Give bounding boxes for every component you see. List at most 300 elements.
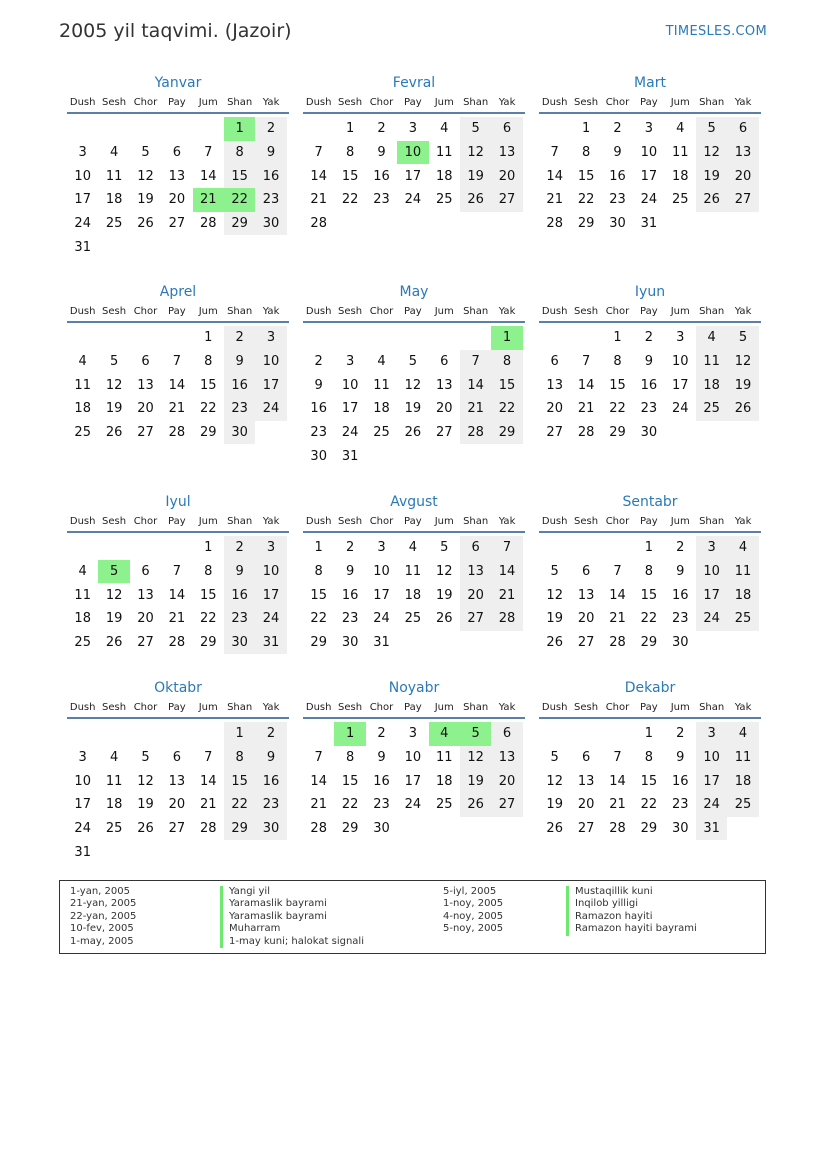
- day-cell[interactable]: 10: [74, 773, 91, 789]
- day-cell[interactable]: 22: [310, 611, 327, 627]
- day-cell[interactable]: 24: [255, 397, 286, 421]
- day-cell[interactable]: 8: [644, 564, 653, 580]
- day-cell[interactable]: 8: [491, 350, 522, 374]
- day-cell[interactable]: 3: [78, 750, 87, 766]
- day-cell[interactable]: 27: [491, 188, 522, 212]
- day-cell[interactable]: 29: [310, 635, 327, 651]
- day-cell[interactable]: 31: [640, 216, 658, 232]
- day-cell[interactable]: 25: [727, 607, 758, 631]
- day-cell[interactable]: 20: [577, 797, 595, 813]
- day-cell[interactable]: 24: [74, 216, 91, 232]
- day-cell[interactable]: 11: [105, 773, 123, 789]
- day-cell[interactable]: 6: [440, 354, 449, 370]
- day-cell[interactable]: 17: [640, 168, 658, 184]
- day-cell[interactable]: 26: [460, 793, 491, 817]
- day-cell[interactable]: 2: [314, 354, 323, 370]
- day-cell[interactable]: 6: [172, 145, 181, 161]
- day-cell[interactable]: 1: [204, 330, 213, 346]
- day-cell[interactable]: 26: [105, 425, 123, 441]
- day-cell[interactable]: 15: [224, 164, 255, 188]
- day-cell[interactable]: 14: [168, 587, 186, 603]
- day-cell[interactable]: 19: [137, 797, 154, 813]
- day-cell[interactable]: 21: [609, 611, 626, 627]
- day-cell[interactable]: 7: [460, 350, 491, 374]
- day-cell[interactable]: 18: [373, 401, 390, 417]
- day-cell[interactable]: 24: [74, 821, 91, 837]
- day-cell[interactable]: 18: [74, 611, 91, 627]
- day-cell[interactable]: 31: [373, 635, 390, 651]
- day-cell[interactable]: 10: [341, 377, 359, 393]
- day-cell[interactable]: 24: [640, 192, 658, 208]
- day-cell[interactable]: 13: [577, 773, 595, 789]
- day-cell[interactable]: 8: [644, 750, 653, 766]
- day-cell[interactable]: 12: [137, 168, 154, 184]
- day-cell[interactable]: 2: [255, 722, 286, 746]
- day-cell[interactable]: 10: [640, 145, 658, 161]
- day-cell[interactable]: 21: [460, 397, 491, 421]
- day-cell[interactable]: 13: [491, 141, 522, 165]
- day-cell[interactable]: 27: [435, 425, 453, 441]
- day-cell[interactable]: 3: [676, 330, 685, 346]
- day-cell[interactable]: 18: [105, 192, 123, 208]
- day-cell[interactable]: 4: [676, 121, 685, 137]
- holiday-day[interactable]: 4: [429, 722, 460, 746]
- day-cell[interactable]: 12: [696, 141, 727, 165]
- holiday-day[interactable]: 10: [397, 141, 428, 165]
- day-cell[interactable]: 23: [373, 797, 390, 813]
- day-cell[interactable]: 11: [105, 168, 123, 184]
- day-cell[interactable]: 19: [460, 164, 491, 188]
- day-cell[interactable]: 15: [310, 587, 327, 603]
- day-cell[interactable]: 22: [341, 797, 359, 813]
- day-cell[interactable]: 10: [255, 560, 286, 584]
- day-cell[interactable]: 30: [671, 635, 689, 651]
- day-cell[interactable]: 19: [696, 164, 727, 188]
- day-cell[interactable]: 14: [460, 373, 491, 397]
- day-cell[interactable]: 25: [435, 192, 453, 208]
- day-cell[interactable]: 12: [460, 746, 491, 770]
- day-cell[interactable]: 1: [644, 726, 653, 742]
- day-cell[interactable]: 1: [581, 121, 591, 137]
- day-cell[interactable]: 2: [224, 536, 255, 560]
- day-cell[interactable]: 6: [727, 117, 758, 141]
- day-cell[interactable]: 14: [310, 773, 327, 789]
- day-cell[interactable]: 22: [199, 401, 217, 417]
- day-cell[interactable]: 1: [345, 121, 355, 137]
- day-cell[interactable]: 2: [676, 540, 685, 556]
- day-cell[interactable]: 24: [696, 607, 727, 631]
- day-cell[interactable]: 23: [224, 397, 255, 421]
- day-cell[interactable]: 16: [609, 168, 626, 184]
- day-cell[interactable]: 19: [460, 769, 491, 793]
- day-cell[interactable]: 19: [404, 401, 422, 417]
- day-cell[interactable]: 12: [404, 377, 422, 393]
- day-cell[interactable]: 26: [137, 821, 154, 837]
- day-cell[interactable]: 9: [377, 750, 386, 766]
- day-cell[interactable]: 16: [224, 583, 255, 607]
- day-cell[interactable]: 1: [644, 540, 653, 556]
- day-cell[interactable]: 24: [404, 797, 422, 813]
- day-cell[interactable]: 8: [581, 145, 591, 161]
- day-cell[interactable]: 7: [172, 564, 181, 580]
- day-cell[interactable]: 26: [404, 425, 422, 441]
- day-cell[interactable]: 3: [255, 536, 286, 560]
- day-cell[interactable]: 27: [577, 821, 595, 837]
- day-cell[interactable]: 18: [435, 773, 453, 789]
- day-cell[interactable]: 7: [581, 354, 591, 370]
- day-cell[interactable]: 4: [377, 354, 386, 370]
- day-cell[interactable]: 15: [341, 168, 359, 184]
- day-cell[interactable]: 23: [255, 793, 286, 817]
- day-cell[interactable]: 31: [696, 817, 727, 841]
- day-cell[interactable]: 23: [224, 607, 255, 631]
- day-cell[interactable]: 4: [440, 121, 449, 137]
- day-cell[interactable]: 15: [640, 773, 658, 789]
- day-cell[interactable]: 18: [696, 373, 727, 397]
- day-cell[interactable]: 27: [168, 216, 186, 232]
- day-cell[interactable]: 15: [609, 377, 626, 393]
- day-cell[interactable]: 27: [137, 425, 154, 441]
- day-cell[interactable]: 14: [168, 377, 186, 393]
- day-cell[interactable]: 20: [491, 164, 522, 188]
- day-cell[interactable]: 14: [577, 377, 595, 393]
- day-cell[interactable]: 9: [613, 145, 622, 161]
- day-cell[interactable]: 22: [640, 797, 658, 813]
- day-cell[interactable]: 22: [640, 611, 658, 627]
- day-cell[interactable]: 23: [609, 192, 626, 208]
- day-cell[interactable]: 4: [78, 564, 87, 580]
- day-cell[interactable]: 18: [105, 797, 123, 813]
- day-cell[interactable]: 8: [224, 141, 255, 165]
- day-cell[interactable]: 17: [696, 769, 727, 793]
- day-cell[interactable]: 1: [204, 540, 213, 556]
- day-cell[interactable]: 25: [373, 425, 390, 441]
- day-cell[interactable]: 28: [199, 821, 217, 837]
- day-cell[interactable]: 17: [341, 401, 359, 417]
- day-cell[interactable]: 3: [696, 722, 727, 746]
- day-cell[interactable]: 31: [74, 844, 91, 860]
- day-cell[interactable]: 17: [255, 373, 286, 397]
- day-cell[interactable]: 25: [435, 797, 453, 813]
- day-cell[interactable]: 1: [613, 330, 622, 346]
- day-cell[interactable]: 8: [345, 750, 355, 766]
- day-cell[interactable]: 23: [373, 192, 390, 208]
- day-cell[interactable]: 16: [640, 377, 658, 393]
- day-cell[interactable]: 12: [546, 587, 563, 603]
- day-cell[interactable]: 7: [550, 145, 559, 161]
- day-cell[interactable]: 22: [224, 793, 255, 817]
- day-cell[interactable]: 5: [408, 354, 417, 370]
- day-cell[interactable]: 11: [373, 377, 390, 393]
- day-cell[interactable]: 7: [204, 145, 213, 161]
- day-cell[interactable]: 20: [491, 769, 522, 793]
- day-cell[interactable]: 20: [577, 611, 595, 627]
- day-cell[interactable]: 11: [74, 587, 91, 603]
- day-cell[interactable]: 27: [168, 821, 186, 837]
- day-cell[interactable]: 19: [105, 401, 123, 417]
- day-cell[interactable]: 10: [373, 564, 390, 580]
- day-cell[interactable]: 14: [491, 560, 522, 584]
- day-cell[interactable]: 20: [168, 192, 186, 208]
- day-cell[interactable]: 6: [581, 564, 591, 580]
- day-cell[interactable]: 20: [727, 164, 758, 188]
- day-cell[interactable]: 22: [341, 192, 359, 208]
- day-cell[interactable]: 6: [491, 117, 522, 141]
- day-cell[interactable]: 26: [546, 821, 563, 837]
- day-cell[interactable]: 26: [105, 635, 123, 651]
- day-cell[interactable]: 20: [460, 583, 491, 607]
- day-cell[interactable]: 20: [546, 401, 563, 417]
- day-cell[interactable]: 8: [204, 564, 213, 580]
- day-cell[interactable]: 14: [310, 168, 327, 184]
- day-cell[interactable]: 30: [255, 212, 286, 236]
- day-cell[interactable]: 26: [460, 188, 491, 212]
- day-cell[interactable]: 20: [168, 797, 186, 813]
- day-cell[interactable]: 5: [727, 326, 758, 350]
- day-cell[interactable]: 4: [727, 722, 758, 746]
- day-cell[interactable]: 18: [435, 168, 453, 184]
- day-cell[interactable]: 26: [727, 397, 758, 421]
- day-cell[interactable]: 11: [404, 564, 422, 580]
- day-cell[interactable]: 8: [613, 354, 622, 370]
- day-cell[interactable]: 24: [671, 401, 689, 417]
- day-cell[interactable]: 4: [109, 145, 119, 161]
- holiday-day[interactable]: 5: [98, 560, 129, 584]
- day-cell[interactable]: 14: [546, 168, 563, 184]
- day-cell[interactable]: 16: [373, 168, 390, 184]
- day-cell[interactable]: 29: [199, 635, 217, 651]
- day-cell[interactable]: 23: [255, 188, 286, 212]
- day-cell[interactable]: 12: [137, 773, 154, 789]
- day-cell[interactable]: 20: [137, 611, 154, 627]
- day-cell[interactable]: 27: [577, 635, 595, 651]
- day-cell[interactable]: 27: [491, 793, 522, 817]
- day-cell[interactable]: 26: [137, 216, 154, 232]
- day-cell[interactable]: 28: [609, 635, 626, 651]
- day-cell[interactable]: 30: [609, 216, 626, 232]
- day-cell[interactable]: 11: [74, 377, 91, 393]
- day-cell[interactable]: 22: [609, 401, 626, 417]
- day-cell[interactable]: 21: [546, 192, 563, 208]
- day-cell[interactable]: 11: [696, 350, 727, 374]
- day-cell[interactable]: 2: [644, 330, 653, 346]
- day-cell[interactable]: 9: [676, 750, 685, 766]
- day-cell[interactable]: 30: [255, 817, 286, 841]
- day-cell[interactable]: 17: [74, 797, 91, 813]
- day-cell[interactable]: 20: [137, 401, 154, 417]
- day-cell[interactable]: 25: [696, 397, 727, 421]
- day-cell[interactable]: 24: [255, 607, 286, 631]
- day-cell[interactable]: 9: [345, 564, 355, 580]
- day-cell[interactable]: 16: [255, 164, 286, 188]
- day-cell[interactable]: 29: [640, 635, 658, 651]
- day-cell[interactable]: 15: [577, 168, 595, 184]
- day-cell[interactable]: 13: [435, 377, 453, 393]
- day-cell[interactable]: 27: [546, 425, 563, 441]
- day-cell[interactable]: 16: [671, 587, 689, 603]
- day-cell[interactable]: 8: [314, 564, 323, 580]
- day-cell[interactable]: 17: [671, 377, 689, 393]
- day-cell[interactable]: 7: [204, 750, 213, 766]
- day-cell[interactable]: 16: [671, 773, 689, 789]
- day-cell[interactable]: 28: [199, 216, 217, 232]
- day-cell[interactable]: 17: [255, 583, 286, 607]
- day-cell[interactable]: 7: [613, 564, 622, 580]
- day-cell[interactable]: 29: [224, 212, 255, 236]
- day-cell[interactable]: 28: [168, 635, 186, 651]
- day-cell[interactable]: 8: [204, 354, 213, 370]
- day-cell[interactable]: 7: [314, 145, 323, 161]
- day-cell[interactable]: 13: [577, 587, 595, 603]
- day-cell[interactable]: 5: [550, 750, 559, 766]
- day-cell[interactable]: 5: [550, 564, 559, 580]
- day-cell[interactable]: 11: [671, 145, 689, 161]
- day-cell[interactable]: 7: [613, 750, 622, 766]
- day-cell[interactable]: 16: [255, 769, 286, 793]
- day-cell[interactable]: 22: [577, 192, 595, 208]
- day-cell[interactable]: 15: [491, 373, 522, 397]
- day-cell[interactable]: 6: [141, 354, 150, 370]
- day-cell[interactable]: 18: [727, 583, 758, 607]
- holiday-day[interactable]: 21: [193, 188, 224, 212]
- day-cell[interactable]: 3: [408, 121, 417, 137]
- day-cell[interactable]: 4: [696, 326, 727, 350]
- day-cell[interactable]: 29: [491, 421, 522, 445]
- day-cell[interactable]: 17: [404, 168, 422, 184]
- day-cell[interactable]: 30: [310, 448, 327, 464]
- day-cell[interactable]: 21: [609, 797, 626, 813]
- day-cell[interactable]: 14: [609, 587, 626, 603]
- day-cell[interactable]: 21: [168, 611, 186, 627]
- day-cell[interactable]: 12: [546, 773, 563, 789]
- day-cell[interactable]: 21: [199, 797, 217, 813]
- day-cell[interactable]: 29: [341, 821, 359, 837]
- day-cell[interactable]: 23: [671, 611, 689, 627]
- day-cell[interactable]: 3: [408, 726, 417, 742]
- day-cell[interactable]: 3: [345, 354, 355, 370]
- day-cell[interactable]: 10: [404, 750, 422, 766]
- day-cell[interactable]: 31: [341, 448, 359, 464]
- day-cell[interactable]: 12: [727, 350, 758, 374]
- day-cell[interactable]: 30: [224, 631, 255, 655]
- day-cell[interactable]: 29: [640, 821, 658, 837]
- day-cell[interactable]: 19: [546, 611, 563, 627]
- day-cell[interactable]: 15: [640, 587, 658, 603]
- day-cell[interactable]: 26: [435, 611, 453, 627]
- day-cell[interactable]: 21: [577, 401, 595, 417]
- day-cell[interactable]: 18: [74, 401, 91, 417]
- day-cell[interactable]: 10: [255, 350, 286, 374]
- day-cell[interactable]: 25: [727, 793, 758, 817]
- day-cell[interactable]: 21: [491, 583, 522, 607]
- day-cell[interactable]: 12: [105, 377, 123, 393]
- day-cell[interactable]: 15: [199, 587, 217, 603]
- day-cell[interactable]: 2: [377, 726, 386, 742]
- day-cell[interactable]: 30: [373, 821, 390, 837]
- day-cell[interactable]: 5: [440, 540, 449, 556]
- day-cell[interactable]: 21: [168, 401, 186, 417]
- site-link[interactable]: TIMESLES.COM: [665, 24, 767, 39]
- day-cell[interactable]: 25: [105, 216, 123, 232]
- day-cell[interactable]: 27: [727, 188, 758, 212]
- holiday-day[interactable]: 5: [460, 722, 491, 746]
- day-cell[interactable]: 12: [105, 587, 123, 603]
- day-cell[interactable]: 13: [137, 377, 154, 393]
- holiday-day[interactable]: 1: [334, 722, 365, 746]
- day-cell[interactable]: 19: [727, 373, 758, 397]
- day-cell[interactable]: 20: [435, 401, 453, 417]
- day-cell[interactable]: 13: [491, 746, 522, 770]
- day-cell[interactable]: 4: [408, 540, 417, 556]
- day-cell[interactable]: 23: [671, 797, 689, 813]
- day-cell[interactable]: 23: [310, 425, 327, 441]
- day-cell[interactable]: 24: [696, 793, 727, 817]
- day-cell[interactable]: 15: [224, 769, 255, 793]
- day-cell[interactable]: 5: [109, 354, 119, 370]
- day-cell[interactable]: 12: [460, 141, 491, 165]
- day-cell[interactable]: 5: [141, 145, 150, 161]
- day-cell[interactable]: 28: [546, 216, 563, 232]
- day-cell[interactable]: 7: [491, 536, 522, 560]
- day-cell[interactable]: 18: [404, 587, 422, 603]
- day-cell[interactable]: 9: [314, 377, 323, 393]
- day-cell[interactable]: 31: [255, 631, 286, 655]
- day-cell[interactable]: 25: [105, 821, 123, 837]
- day-cell[interactable]: 16: [224, 373, 255, 397]
- day-cell[interactable]: 25: [671, 192, 689, 208]
- day-cell[interactable]: 16: [341, 587, 359, 603]
- day-cell[interactable]: 6: [581, 750, 591, 766]
- day-cell[interactable]: 13: [727, 141, 758, 165]
- day-cell[interactable]: 28: [310, 821, 327, 837]
- day-cell[interactable]: 21: [310, 192, 327, 208]
- day-cell[interactable]: 13: [460, 560, 491, 584]
- day-cell[interactable]: 1: [224, 722, 255, 746]
- day-cell[interactable]: 11: [727, 746, 758, 770]
- day-cell[interactable]: 1: [314, 540, 323, 556]
- day-cell[interactable]: 11: [435, 750, 453, 766]
- day-cell[interactable]: 2: [255, 117, 286, 141]
- day-cell[interactable]: 28: [310, 216, 327, 232]
- day-cell[interactable]: 2: [224, 326, 255, 350]
- day-cell[interactable]: 28: [491, 607, 522, 631]
- day-cell[interactable]: 24: [373, 611, 390, 627]
- day-cell[interactable]: 23: [640, 401, 658, 417]
- day-cell[interactable]: 6: [460, 536, 491, 560]
- day-cell[interactable]: 3: [696, 536, 727, 560]
- day-cell[interactable]: 9: [224, 560, 255, 584]
- day-cell[interactable]: 24: [404, 192, 422, 208]
- day-cell[interactable]: 9: [224, 350, 255, 374]
- day-cell[interactable]: 16: [373, 773, 390, 789]
- day-cell[interactable]: 8: [224, 746, 255, 770]
- holiday-day[interactable]: 1: [491, 326, 522, 350]
- day-cell[interactable]: 3: [377, 540, 386, 556]
- day-cell[interactable]: 24: [341, 425, 359, 441]
- day-cell[interactable]: 15: [341, 773, 359, 789]
- day-cell[interactable]: 12: [435, 564, 453, 580]
- day-cell[interactable]: 19: [546, 797, 563, 813]
- day-cell[interactable]: 4: [727, 536, 758, 560]
- day-cell[interactable]: 3: [255, 326, 286, 350]
- day-cell[interactable]: 26: [546, 635, 563, 651]
- day-cell[interactable]: 9: [255, 141, 286, 165]
- day-cell[interactable]: 23: [341, 611, 359, 627]
- day-cell[interactable]: 17: [696, 583, 727, 607]
- day-cell[interactable]: 22: [491, 397, 522, 421]
- day-cell[interactable]: 6: [550, 354, 559, 370]
- day-cell[interactable]: 13: [168, 773, 186, 789]
